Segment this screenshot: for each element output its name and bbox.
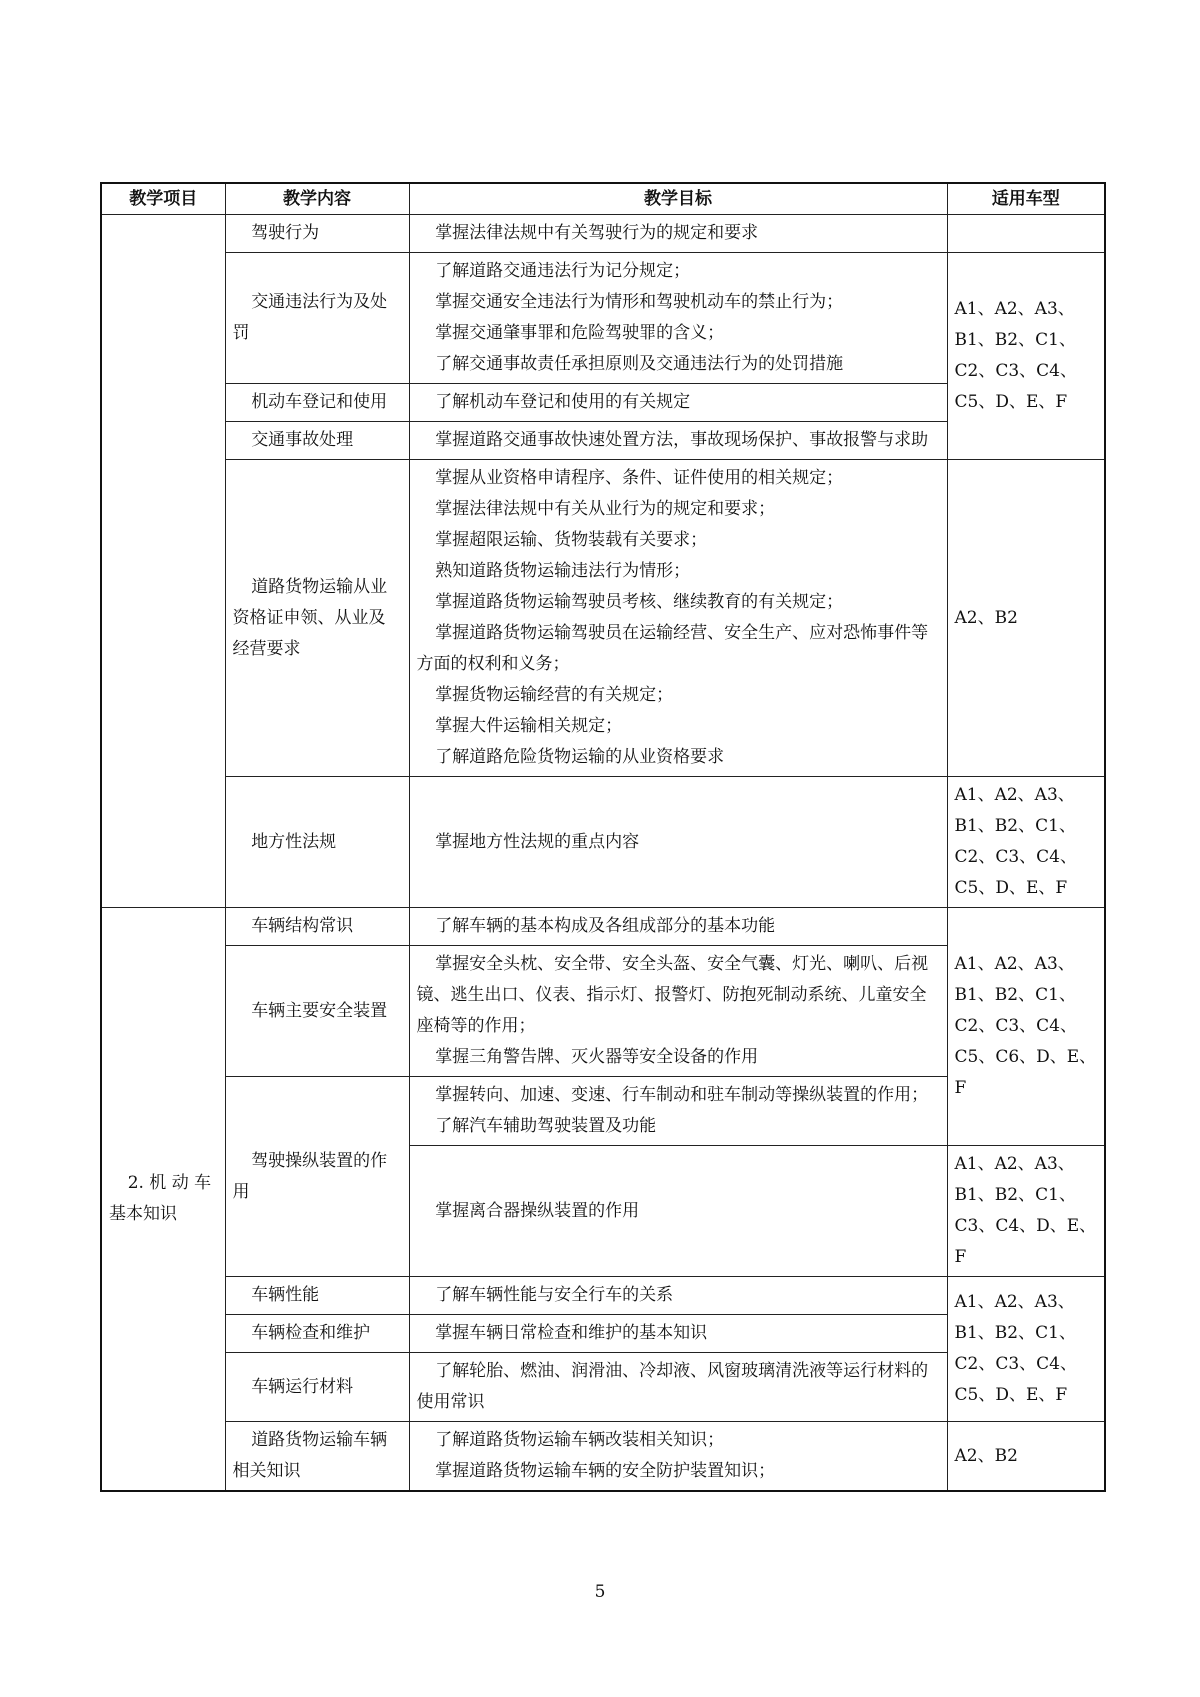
content-cell: 道路货物运输从业资格证申领、从业及经营要求	[225, 460, 409, 777]
goal-cell	[409, 1077, 947, 1146]
goal-line: 掌握安全头枕、安全带、安全头盔、安全气囊、灯光、喇叭、后视镜、逃生出口、仪表、指示灯、报警灯、防抱死制动系统、儿童安全座椅等的作用；	[416, 954, 929, 1036]
content-cell: 驾驶操纵装置的作用	[225, 1077, 409, 1277]
goal-line: 了解车辆性能与安全行车的关系	[435, 1285, 674, 1305]
content-cell: 交通违法行为及处罚	[225, 253, 409, 384]
goal-cell	[409, 946, 947, 1077]
content-cell: 地方性法规	[225, 777, 409, 908]
goal-line: 了解车辆的基本构成及各组成部分的基本功能	[435, 916, 776, 936]
goal-line: 掌握法律法规中有关驾驶行为的规定和要求	[435, 223, 759, 243]
header-goal: 教学目标	[409, 183, 947, 215]
content-cell: 车辆结构常识	[225, 908, 409, 946]
goal-line: 掌握转向、加速、变速、行车制动和驻车制动等操纵装置的作用；	[435, 1085, 929, 1105]
goal-line: 掌握交通安全违法行为情形和驾驶机动车的禁止行为；	[435, 292, 844, 312]
goal-cell	[409, 422, 947, 460]
vehicles-cell: A1、A2、A3、B1、B2、C1、C3、C4、D、E、F	[947, 1146, 1105, 1277]
goal-cell	[409, 908, 947, 946]
content-cell: 车辆主要安全装置	[225, 946, 409, 1077]
goal-line: 掌握从业资格申请程序、条件、证件使用的相关规定；	[435, 468, 844, 488]
goal-line: 掌握离合器操纵装置的作用	[435, 1200, 640, 1221]
project-cell: 2. 机 动 车 基本知识	[101, 908, 225, 1492]
goal-cell	[409, 384, 947, 422]
content-cell: 车辆性能	[225, 1277, 409, 1315]
goal-line: 掌握超限运输、货物装载有关要求；	[435, 530, 708, 550]
content-cell: 驾驶行为	[225, 215, 409, 253]
page-number: 5	[594, 1582, 606, 1602]
content-cell: 道路货物运输车辆相关知识	[225, 1422, 409, 1492]
goal-line: 了解汽车辅助驾驶装置及功能	[435, 1116, 657, 1136]
goal-cell	[409, 1422, 947, 1492]
content-cell: 机动车登记和使用	[225, 384, 409, 422]
goal-line: 掌握法律法规中有关从业行为的规定和要求；	[435, 499, 776, 519]
goal-cell	[409, 1146, 947, 1277]
goal-line: 了解机动车登记和使用的有关规定	[435, 392, 691, 412]
goal-line: 了解轮胎、燃油、润滑油、冷却液、风窗玻璃清洗液等运行材料的使用常识	[416, 1361, 929, 1412]
goal-line: 掌握大件运输相关规定；	[435, 716, 623, 736]
vehicles-cell-empty	[947, 215, 1105, 253]
goal-cell	[409, 215, 947, 253]
vehicles-cell: A1、A2、A3、B1、B2、C1、C2、C3、C4、C5、D、E、F	[947, 253, 1105, 460]
goal-line: 了解道路交通违法行为记分规定；	[435, 261, 691, 281]
goal-cell	[409, 253, 947, 384]
goal-line: 了解道路危险货物运输的从业资格要求	[435, 747, 725, 767]
syllabus-table	[100, 182, 1106, 1492]
table-row	[101, 215, 1105, 253]
goal-cell	[409, 460, 947, 777]
table-row	[101, 777, 1105, 908]
goal-line: 掌握交通肇事罪和危险驾驶罪的含义；	[435, 323, 725, 343]
goal-line: 掌握三角警告牌、灭火器等安全设备的作用	[435, 1047, 759, 1067]
content-cell: 交通事故处理	[225, 422, 409, 460]
goal-cell	[409, 777, 947, 908]
goal-line: 熟知道路货物运输违法行为情形；	[435, 561, 691, 581]
header-content: 教学内容	[225, 183, 409, 215]
header-vehicles: 适用车型	[947, 183, 1105, 215]
table-row	[101, 460, 1105, 777]
goal-line: 掌握道路货物运输驾驶员考核、继续教育的有关规定；	[435, 592, 844, 612]
vehicles-cell: A2、B2	[947, 1422, 1105, 1492]
goal-line: 掌握车辆日常检查和维护的基本知识	[435, 1323, 708, 1343]
goal-cell	[409, 1353, 947, 1422]
content-cell: 车辆检查和维护	[225, 1315, 409, 1353]
header-row	[101, 183, 1105, 215]
goal-line: 掌握道路交通事故快速处置方法，事故现场保护、事故报警与求助	[435, 430, 929, 450]
content-cell: 车辆运行材料	[225, 1353, 409, 1422]
vehicles-cell: A2、B2	[947, 460, 1105, 777]
goal-cell	[409, 1315, 947, 1353]
vehicles-cell: A1、A2、A3、B1、B2、C1、C2、C3、C4、C5、D、E、F	[947, 1277, 1105, 1422]
vehicles-cell: A1、A2、A3、B1、B2、C1、C2、C3、C4、C5、C6、D、E、F	[947, 908, 1105, 1146]
goal-line: 掌握道路货物运输驾驶员在运输经营、安全生产、应对恐怖事件等方面的权利和义务；	[416, 623, 929, 674]
goal-cell	[409, 1277, 947, 1315]
table-row	[101, 253, 1105, 384]
header-project: 教学项目	[101, 183, 225, 215]
vehicles-cell: A1、A2、A3、B1、B2、C1、C2、C3、C4、C5、D、E、F	[947, 777, 1105, 908]
project-cell-empty	[101, 215, 225, 908]
table-row	[101, 908, 1105, 946]
table-row	[101, 1277, 1105, 1315]
goal-line: 掌握道路货物运输车辆的安全防护装置知识；	[435, 1461, 776, 1481]
goal-line: 了解交通事故责任承担原则及交通违法行为的处罚措施	[435, 354, 844, 374]
goal-line: 掌握地方性法规的重点内容	[435, 831, 640, 852]
goal-line: 掌握货物运输经营的有关规定；	[435, 685, 674, 705]
table-row	[101, 1422, 1105, 1492]
goal-line: 了解道路货物运输车辆改装相关知识；	[435, 1430, 725, 1450]
